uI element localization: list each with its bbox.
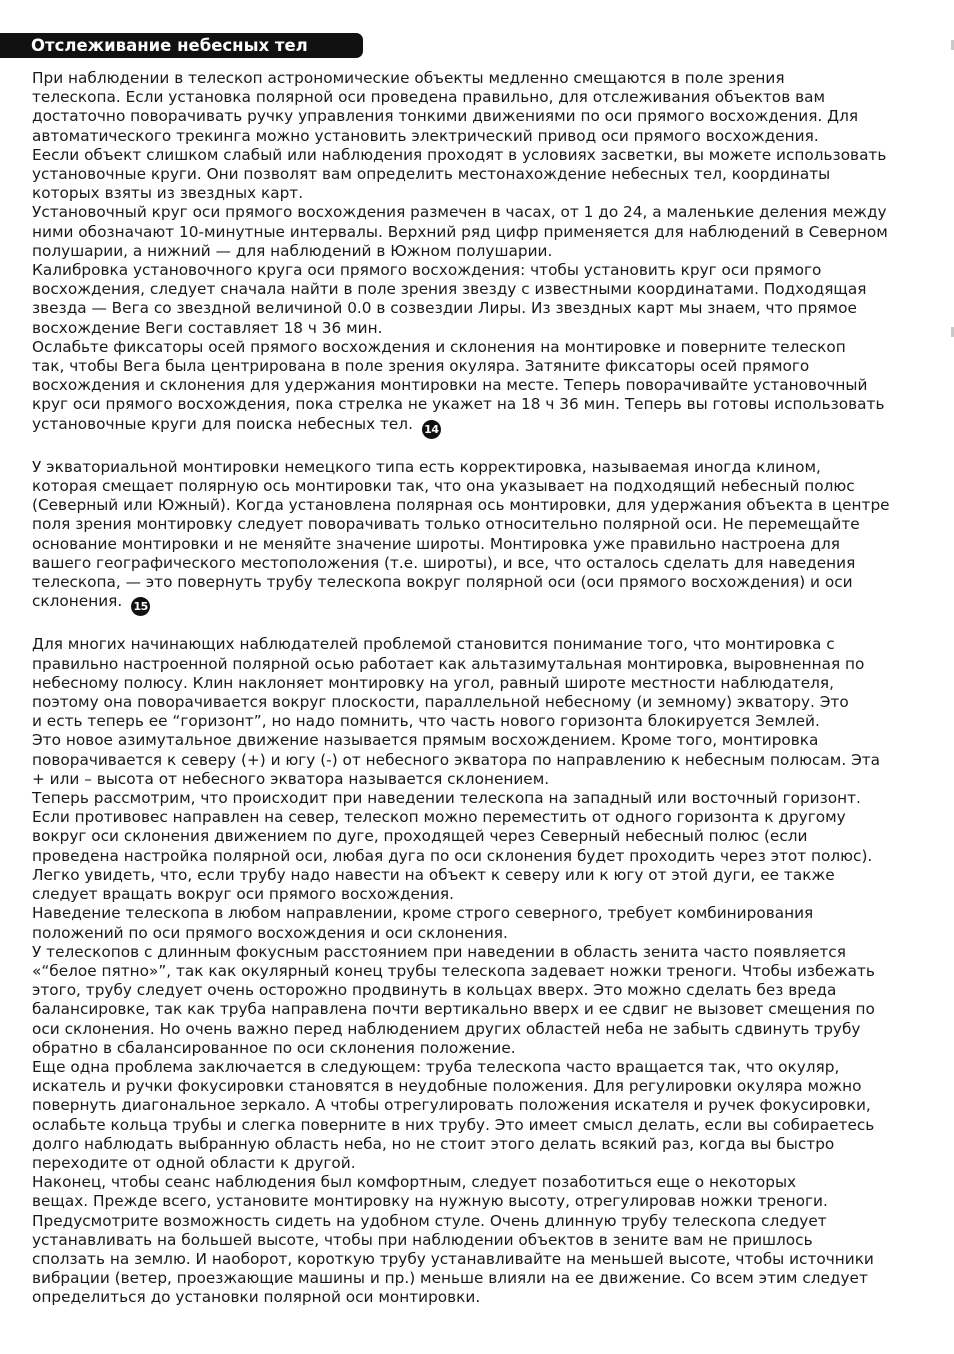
text-line: Калибровка установочного круга оси прямого восхождения: чтобы установить круг оси прямого (32, 261, 822, 280)
text-line: Если противовес направлен на север, телескоп можно переместить от одного горизонта к другому (32, 808, 846, 827)
text-line: склонения. 15 (32, 592, 932, 616)
text-line: У телескопов с длинным фокусным расстоянием при наведении в область зенита часто появляется (32, 942, 846, 961)
text-line: определиться до установки полярной оси монтировки. (32, 1288, 481, 1307)
text-line: проведена настройка полярной оси, любая дуга по оси склонения будет проходить через этот полюс). (32, 846, 873, 865)
text-line: ними обозначают 10-минутные интервалы. Верхний ряд цифр применяется для наблюдений в Северном (32, 222, 888, 241)
text-line: У экваториальной монтировки немецкого типа есть корректировка, называемая иногда клином, (32, 457, 821, 476)
text-line: устанавливать на большей высоте, чтобы при наблюдении объектов в зените вам не пришлось (32, 1230, 813, 1249)
text-line: переходите от одной области к другой. (32, 1153, 356, 1172)
text-line: восхождения, следует сначала найти в поле зрения звезду с известными координатами. Подходящая (32, 280, 867, 299)
paragraph-setting-circles (32, 69, 932, 439)
text-line: искатель и ручки фокусировки становятся в неудобные положения. Для регулировки окуляра можно (32, 1077, 862, 1096)
text-line: которых взяты из звездных карт. (32, 184, 304, 203)
figure-badge-15: 15 (131, 597, 150, 616)
section-header-bar (0, 33, 363, 58)
text-line: и есть теперь ее “горизонт”, но надо помнить, что часть нового горизонта блокируется Землей. (32, 712, 820, 731)
text-line: вещах. Прежде всего, установите монтировку на нужную высоту, отрегулировав ножки треноги. (32, 1192, 828, 1211)
text-line: Еесли объект слишком слабый или наблюдения проходят в условиях засветки, вы можете использовать (32, 145, 887, 164)
text-line: повернуть диагональное зеркало. А чтобы отрегулировать положения искателя и ручек фокусировки, (32, 1096, 871, 1115)
text-line: При наблюдении в телескоп астрономические объекты медленно смещаются в поле зрения (32, 69, 785, 87)
figure-badge-14: 14 (422, 420, 441, 439)
paragraph-spacer (32, 616, 932, 635)
text-line: вашего географического местоположения (т.е. широты), и все, что осталось сделать для наведения (32, 553, 856, 572)
paragraph-spacer (32, 439, 932, 458)
paragraph-equatorial-wedge (32, 458, 932, 616)
text-line: звезда — Вега со звездной величиной 0.0 в созвездии Лиры. Из звездных карт мы знаем, что прямое (32, 299, 857, 318)
text-line: установочные круги. Они позволят вам определить местонахождение небесных тел, координаты (32, 165, 831, 184)
text-line: телескопа, — это повернуть трубу телескопа вокруг полярной оси (оси прямого восхождения) и оси (32, 573, 853, 592)
text-line: Еще одна проблема заключается в следующем: труба телескопа часто вращается так, что окуляр, (32, 1057, 840, 1076)
text-line: долго наблюдать выбранную область неба, но не стоит этого делать всякий раз, когда вы быстро (32, 1134, 835, 1153)
text-line: так, чтобы Вега была центрирована в поле зрения окуляра. Затяните фиксаторы осей прямого (32, 357, 810, 376)
text-line: телескопа. Если установка полярной оси проведена правильно, для отслеживания объектов вам (32, 88, 826, 107)
text-line: восхождение Веги составляет 18 ч 36 мин. (32, 318, 383, 337)
text-line: основание монтировки и не меняйте значение широты. Монтировка уже правильно настроена для (32, 534, 840, 553)
text-line: обратно в сбалансированное по оси склонения положение. (32, 1038, 516, 1057)
text-line: установочные круги для поиска небесных тел. 14 (32, 415, 932, 439)
text-line: Ослабьте фиксаторы осей прямого восхождения и склонения на монтировке и поверните телескоп (32, 337, 846, 356)
text-line: достаточно поворачивать ручку управления тонкими движениями по оси прямого восхождения. Для (32, 107, 859, 126)
text-line: Теперь рассмотрим, что происходит при наведении телескопа на западный или восточный горизонт. (32, 789, 861, 808)
text-line: Наконец, чтобы сеанс наблюдения был комфортным, следует позаботиться еще о некоторых (32, 1173, 797, 1192)
text-line: следует вращать вокруг оси прямого восхождения. (32, 885, 454, 904)
text-line: Для многих начинающих наблюдателей проблемой становится понимание того, что монтировка с (32, 635, 835, 654)
text-line: Предусмотрите возможность сидеть на удобном стуле. Очень длинную трубу телескопа следует (32, 1211, 827, 1230)
text-line: Легко увидеть, что, если трубу надо навести на объект к северу или к югу от этой дуги, ее также (32, 865, 835, 884)
text-line: вокруг оси склонения движением по дуге, проходящей через Северный небесный полюс (если (32, 827, 808, 846)
text-line: этого, трубу следует очень осторожно продвинуть в кольцах вверх. Это можно сделать без вреда (32, 981, 837, 1000)
text-line: правильно настроенной полярной осью работает как альтазимутальная монтировка, выровненная по (32, 654, 865, 673)
text-line: положений по оси прямого восхождения и оси склонения. (32, 923, 508, 942)
text-line: «“белое пятно»”, так как окулярный конец трубы телескопа задевает ножки треноги. Чтобы избежать (32, 961, 875, 980)
text-line: балансировке, так как труба направлена почти вертикально вверх и ее сдвиг не вызовет смещения по (32, 1000, 875, 1019)
text-line: которая смещает полярную ось монтировки так, что она указывает на подходящий небесный полюс (32, 477, 855, 496)
text-line: вибрации (ветер, проезжающие машины и пр.) меньше влияли на ее движение. Со всем этим следует (32, 1269, 868, 1288)
text-line: круг оси прямого восхождения, пока стрелка не укажет на 18 ч 36 мин. Теперь вы готовы использовать (32, 395, 885, 414)
text-line: (Северный или Южный). Когда установлена полярная ось монтировки, для удержания объекта в центре (32, 496, 890, 515)
body-text (32, 69, 932, 1308)
text-line: автоматического трекинга можно установить электрический привод оси прямого восхождения. (32, 126, 819, 145)
text-line: поля зрения монтировку следует поворачивать только относительно полярной оси. Не перемещайте (32, 515, 860, 534)
text-line: поворачивается к северу (+) и югу (-) от небесного экватора по направлению к небесным полюсам. Эта (32, 750, 881, 769)
text-line: Установочный круг оси прямого восхождения размечен в часах, от 1 до 24, а маленькие деления между (32, 203, 887, 222)
text-line: + или – высота от небесного экватора называется склонением. (32, 769, 550, 788)
text-line: ослабьте кольца трубы и слегка поверните в них трубу. Это имеет смысл делать, если вы собираетесь (32, 1115, 875, 1134)
section-title: Отслеживание небесных тел (31, 36, 308, 55)
text-line: Наведение телескопа в любом направлении, кроме строго северного, требует комбинирования (32, 904, 814, 923)
text-line: поэтому она поворачивается вокруг плоскости, параллельной небесному (и земному) экватору. Это (32, 693, 849, 712)
text-line: сползать на землю. И наоборот, короткую трубу устанавливайте на меньшей высоте, чтобы источники (32, 1249, 874, 1268)
text-line: Это новое азимутальное движение называется прямым восхождением. Кроме того, монтировка (32, 731, 819, 750)
text-line: полушарии, а нижний — для наблюдений в Южном полушарии. (32, 241, 553, 260)
text-line: оси склонения. Но очень важно перед наблюдением других областей неба не забыть сдвинуть трубу (32, 1019, 861, 1038)
text-line: небесному полюсу. Клин наклоняет монтировку на угол, равный широте местности наблюдателя, (32, 673, 834, 692)
paragraph-pointing-tips (32, 635, 932, 1307)
text-line: восхождения и склонения для удержания монтировки на месте. Теперь поворачивайте установочный (32, 376, 868, 395)
